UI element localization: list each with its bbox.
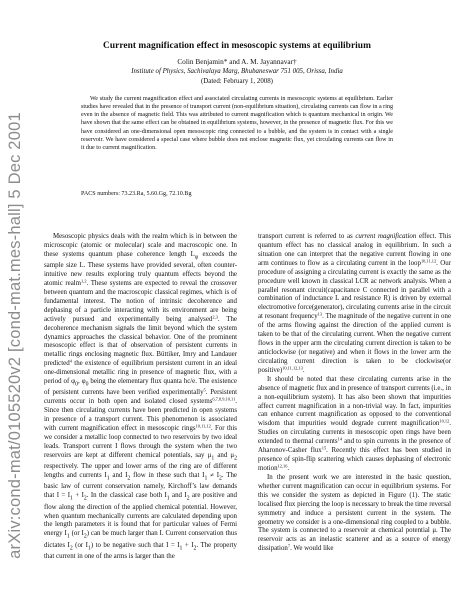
paper-date: (Dated: February 1, 2008) <box>201 78 273 85</box>
paper-title: Current magnification effect in mesoscopic systems at equilibrium <box>103 41 371 51</box>
paper-authors: Colin Benjamin* and A. M. Jayannavar† <box>177 57 297 66</box>
paragraph: It should be noted that these circulating currents arise in the absence of magnetic flux and in presence of transport currents (i.e., in a non-equilibrium system). It has also been shown that impurities affect current magnification in a non-trivial way. In fact, impurities can enhance current magnification as opposed to the conventional wisdom that impurities would degrade current magnification$^{10,12}$. Studies on circulating currents in mesoscopic open rings have been extended to thermal currents$^{14}$ and to spin currents in the presence of Aharonov-Casher flux$^{15}$. Recently this effect has been studied in presence of spin-flip scattering which causes dephasing of electronic motion$^{12,16}$. <box>258 375 452 472</box>
arxiv-identifier-text: arXiv:cond-mat/0105520v2 [cond-mat.mes-hall] 5 Dec 2001 <box>5 111 24 559</box>
pacs-numbers: PACS numbers: 73.23.Ra, 5.60.Gg, 72.10.Bg <box>81 191 192 197</box>
paragraph: transport current is referred to as current magnification effect. This quantum effect has no classical analog in equilibrium. In such a situation one can interpret that the negative current flowing in one arm continues to flow as a circulating current in the loop$^{10,11,12}$. Our procedure of assigning a circulating current is exactly the same as the procedure well known in classical LCR ac network analysis. When a parallel resonant circuit(capacitance C connected in parallel with a combination of inductance L and resistance R) is driven by external electromotive force(generator), circulating currents arise in the circuit at resonant frequency$^{13}$. The magnitude of the negative current in one of the arms flowing against the direction of the applied current is taken to be that of the circulating current. When the negative current flows in the upper arm the circulating current direction is taken to be anticlockwise (or negative) and when it flows in the lower arm the circulating current direction is taken to be clockwise(or positive)$^{10,11,12,13}$. <box>258 233 451 374</box>
paragraph: Mesoscopic physics deals with the realm which is in between the microscopic (atomic or molecular) scale and macroscopic one. In these systems quantum phase coherence length $L_\varphi$ exceeds the sample size L. These systems have provided several, often counter-intuitive new results exploring truly quantum effects beyond the atomic realm$^{1,2}$. These systems are expected to reveal the crossover between quantum and the macroscopic classical regimes, which is of fundamental interest. The notion of intrinsic decoherence and dephasing of a particle interacting with its environment are being actively pursued and experimentally being analysed$^{2,3}$. The decoherence mechanism signals the limit beyond which the system dynamics approaches the classical behavior. One of the prominent mesoscopic effect is that of observation of persistent currents in metallic rings enclosing magnetic flux. Büttiker, Imry and Landauer predicted$^4$ the existence of equilibrium persistent current in an ideal one-dimensional metallic ring in presence of magnetic flux, with a period of $\varphi_0$, $\varphi_0$ being the elementary flux quanta hc/e. The existence of persistent currents have been verified experimentally$^5$. Persistent currents occur in both open and isolated closed systems$^{6,7,8,9,10,11}$. Since then circulating currents have been predicted in open systems in presence of a transport current. This phenomenon is associated with current magnification effect in mesoscopic rings$^{10,11,12}$. For this we consider a metallic loop connected to two reservoirs by two ideal leads. Transport current I flows through the system when the two reservoirs are kept at different chemical potentials, say $\mu_1$ and $\mu_2$ respectively. The upper and lower arms of the ring are of different lengths and currents $I_1$ and $I_2$ flow in these such that $I_1 \ne I_2$. The basic law of current conservation namely, Kirchoff’s law demands that $I = I_1 + I_2$. In the classical case both $I_1$ and $I_2$ are positive and flow along the direction of the applied chemical potential. However, when quantum mechanically currents are calculated depending upon the length parameters it is found that for particular values of Fermi energy $I_1$ (or $I_2$) can be much larger than I. Current conservation thus dictates $I_2$ (or $I_1$) to be negative such that $I = I_1 + I_2$. The property that current in one of the arms is larger than the <box>44 233 238 560</box>
abstract: We study the current magnification effect and associated circulating currents in mesoscopic systems at equilibrium. Earlier studies have revealed that in the presence of transport current (non-equilibrium situation), circulating currents can flow in a ring even in the absence of magnetic field. This was attributed to current magnification which is quantum mechanical in origin. We have shown that the same effect can be obtained in equilibrium systems, however, in the presence of magnetic flux. For this we have considered an one-dimensional open mesoscopic ring connected to a bubble, and the system is in contact with a single reservoir. We have considered a special case where bubble does not enclose magnetic flux, yet circulating currents can flow in it due to current magnification. <box>81 96 393 151</box>
body-column-right <box>258 233 451 554</box>
body-column-left <box>44 233 237 562</box>
paragraph: In the present work we are interested in the basic question, whether current magnification can occur in equilibrium systems. For this we consider the system as depicted in Figure (1). The static localised flux piercing the loop is necessary to break the time reversal symmetry and induce a persistent current in the system. The geometry we consider is a one-dimensional ring coupled to a bubble. The system is connected to a reservoir at chemical potential μ. The reservoir acts as an inelastic scatterer and as a source of energy dissipation$^7$. We would like <box>258 473 451 553</box>
author-affiliation: Institute of Physics, Sachivalaya Marg, Bhubaneswar 751 005, Orissa, India <box>131 68 343 75</box>
arxiv-identifier-stamp <box>4 100 26 570</box>
